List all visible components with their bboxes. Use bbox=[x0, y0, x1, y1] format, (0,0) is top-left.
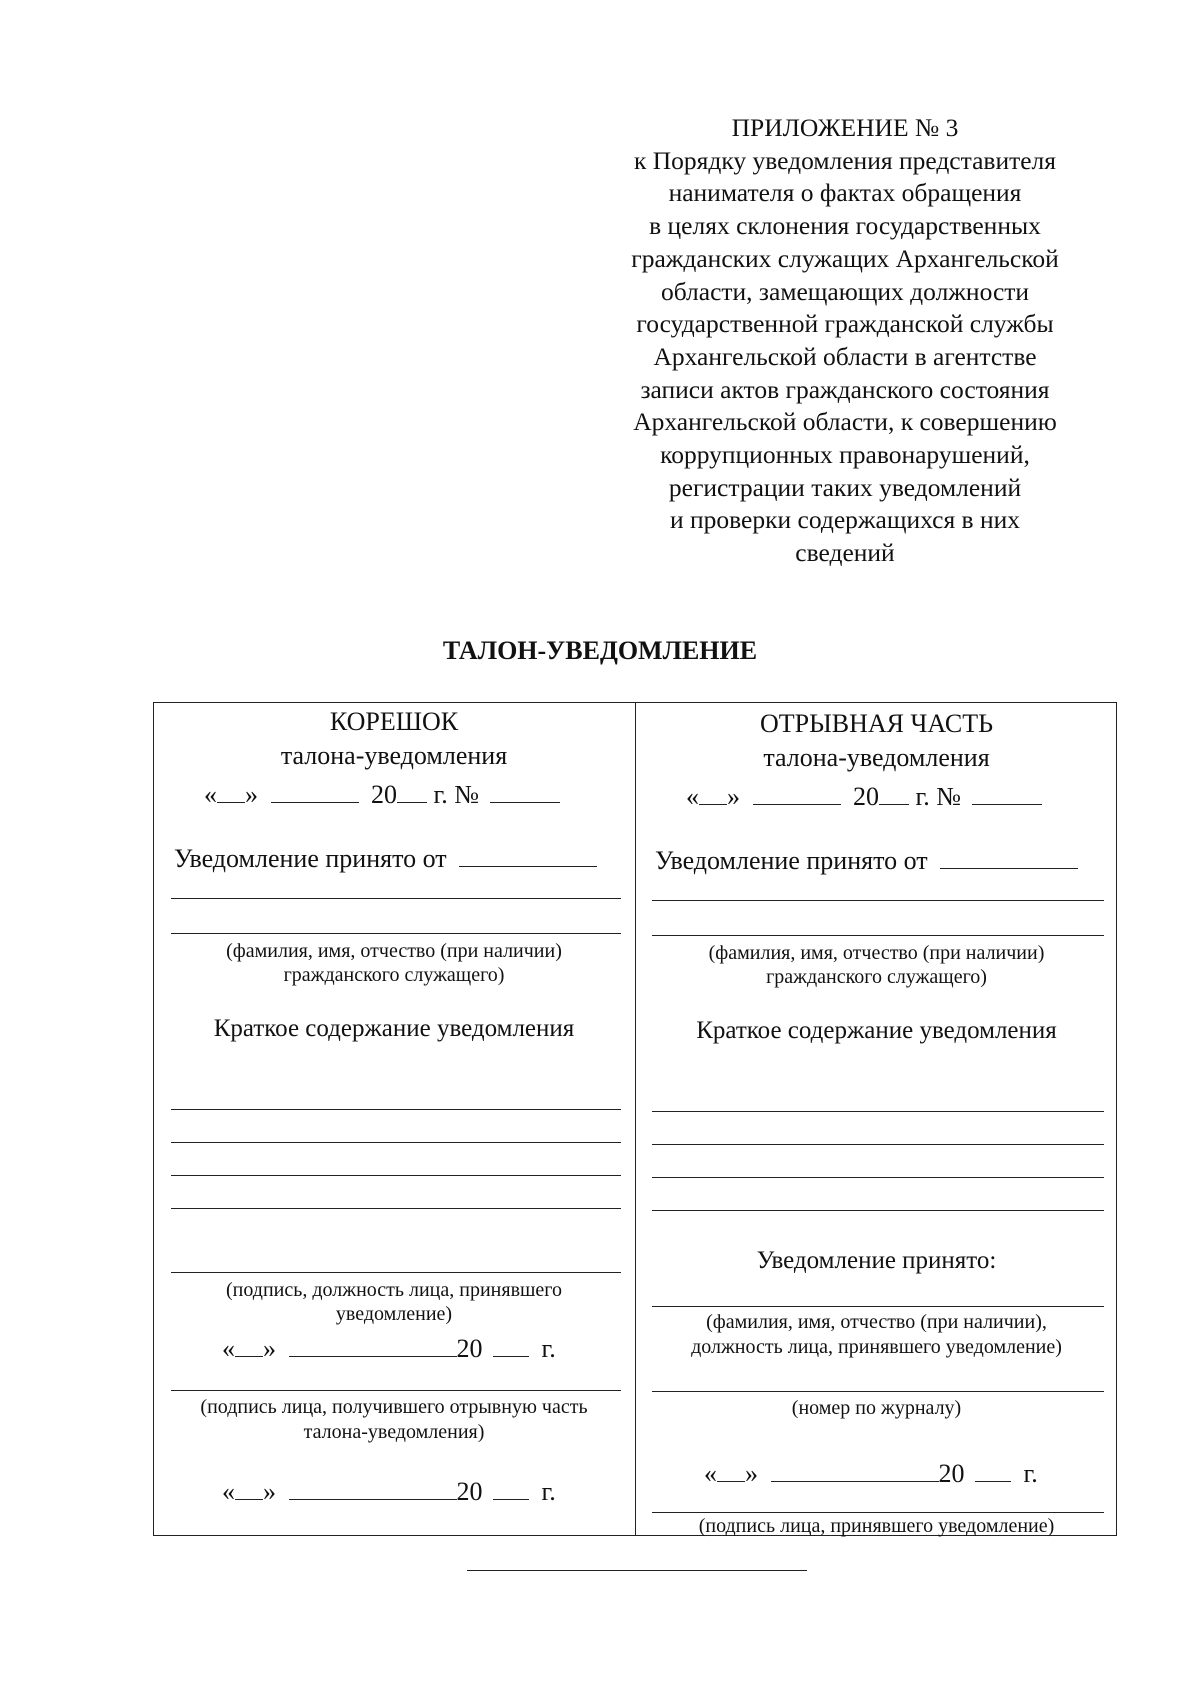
tear-off-accepted-label: Уведомление принято: bbox=[756, 1247, 997, 1274]
appendix-header bbox=[600, 112, 1090, 570]
appendix-line: гражданских служащих Архангельской bbox=[631, 243, 1059, 273]
stub-fio-caption: гражданского служащего) bbox=[283, 964, 505, 986]
tear-off-journal-caption: (номер по журналу) bbox=[791, 1397, 962, 1419]
recipient-line bbox=[171, 1390, 621, 1391]
appendix-line: Архангельской области, к совершению bbox=[633, 407, 1057, 437]
tear-off-received-from: Уведомление принято от bbox=[655, 842, 1078, 876]
tear-off-date-line-2: « » 20 г. bbox=[704, 1455, 1038, 1489]
fio-line bbox=[171, 933, 621, 934]
appendix-line: ПРИЛОЖЕНИЕ № 3 bbox=[731, 113, 959, 142]
stub-received-from: Уведомление принято от bbox=[174, 840, 597, 874]
tear-off-heading: ОТРЫВНАЯ ЧАСТЬ bbox=[759, 709, 994, 738]
summary-line bbox=[171, 1208, 621, 1209]
stub-date-line-2: « » 20 г. bbox=[222, 1330, 556, 1364]
stub-summary-label: Краткое содержание уведомления bbox=[213, 1015, 575, 1042]
fio-line bbox=[652, 900, 1104, 901]
summary-line bbox=[652, 1144, 1104, 1145]
tear-off-acceptor-caption: должность лица, принявшего уведомление) bbox=[691, 1336, 1062, 1358]
stub-recipient-caption: талона-уведомления) bbox=[303, 1421, 485, 1443]
acceptor-line bbox=[652, 1306, 1104, 1307]
tear-off-date-line: « » 20 г. № bbox=[686, 778, 1042, 812]
tear-off-fio-caption: гражданского служащего) bbox=[766, 966, 987, 988]
summary-line bbox=[652, 1177, 1104, 1178]
year-blank bbox=[397, 776, 427, 803]
stub-heading: КОРЕШОК bbox=[329, 707, 459, 736]
day-blank bbox=[217, 776, 245, 803]
stub-signer-caption: уведомление) bbox=[335, 1303, 453, 1325]
appendix-line: государственной гражданской службы bbox=[636, 309, 1054, 339]
appendix-line: сведений bbox=[795, 538, 895, 568]
number-blank bbox=[490, 776, 560, 803]
signer-line bbox=[652, 1512, 1104, 1513]
appendix-line: и проверки содержащихся в них bbox=[669, 505, 1021, 535]
summary-line bbox=[171, 1109, 621, 1110]
stub-recipient-caption: (подпись лица, получившего отрывную часть bbox=[200, 1396, 588, 1418]
stub-subheading: талона-уведомления bbox=[280, 741, 508, 770]
tear-off-subheading: талона-уведомления bbox=[763, 743, 990, 772]
tear-off-acceptor-caption: (фамилия, имя, отчество (при наличии), bbox=[706, 1311, 1047, 1333]
stub-fio-caption: (фамилия, имя, отчество (при наличии) bbox=[226, 940, 562, 962]
fio-line bbox=[652, 935, 1104, 936]
received-from-blank bbox=[459, 840, 597, 867]
appendix-line: записи актов гражданского состояния bbox=[640, 374, 1050, 404]
stub-date-line: « » 20 г. № bbox=[204, 776, 560, 810]
footer-rule bbox=[467, 1570, 807, 1571]
stub-signer-caption: (подпись, должность лица, принявшего bbox=[225, 1279, 562, 1301]
summary-line bbox=[652, 1111, 1104, 1112]
appendix-line: регистрации таких уведомлений bbox=[668, 472, 1022, 502]
appendix-line: области, замещающих должности bbox=[660, 276, 1030, 306]
month-blank bbox=[271, 776, 359, 803]
summary-line bbox=[171, 1175, 621, 1176]
signer-line bbox=[171, 1272, 621, 1273]
appendix-line: Архангельской области в агентстве bbox=[653, 341, 1037, 371]
journal-line bbox=[652, 1391, 1104, 1392]
summary-line bbox=[652, 1210, 1104, 1211]
fio-line bbox=[171, 898, 621, 899]
appendix-line: нанимателя о фактах обращения bbox=[668, 178, 1022, 208]
tear-off-fio-caption: (фамилия, имя, отчество (при наличии) bbox=[708, 942, 1045, 964]
stub-date-line-3: « » 20 г. bbox=[222, 1473, 556, 1507]
tear-off-signer-caption: (подпись лица, принявшего уведомление) bbox=[698, 1515, 1055, 1537]
form-title: ТАЛОН-УВЕДОМЛЕНИЕ bbox=[442, 636, 758, 665]
appendix-line: коррупционных правонарушений, bbox=[660, 440, 1030, 470]
appendix-line: к Порядку уведомления представителя bbox=[633, 145, 1057, 175]
tear-off-summary-label: Краткое содержание уведомления bbox=[696, 1017, 1057, 1044]
summary-line bbox=[171, 1142, 621, 1143]
appendix-line: в целях склонения государственных bbox=[649, 211, 1041, 241]
